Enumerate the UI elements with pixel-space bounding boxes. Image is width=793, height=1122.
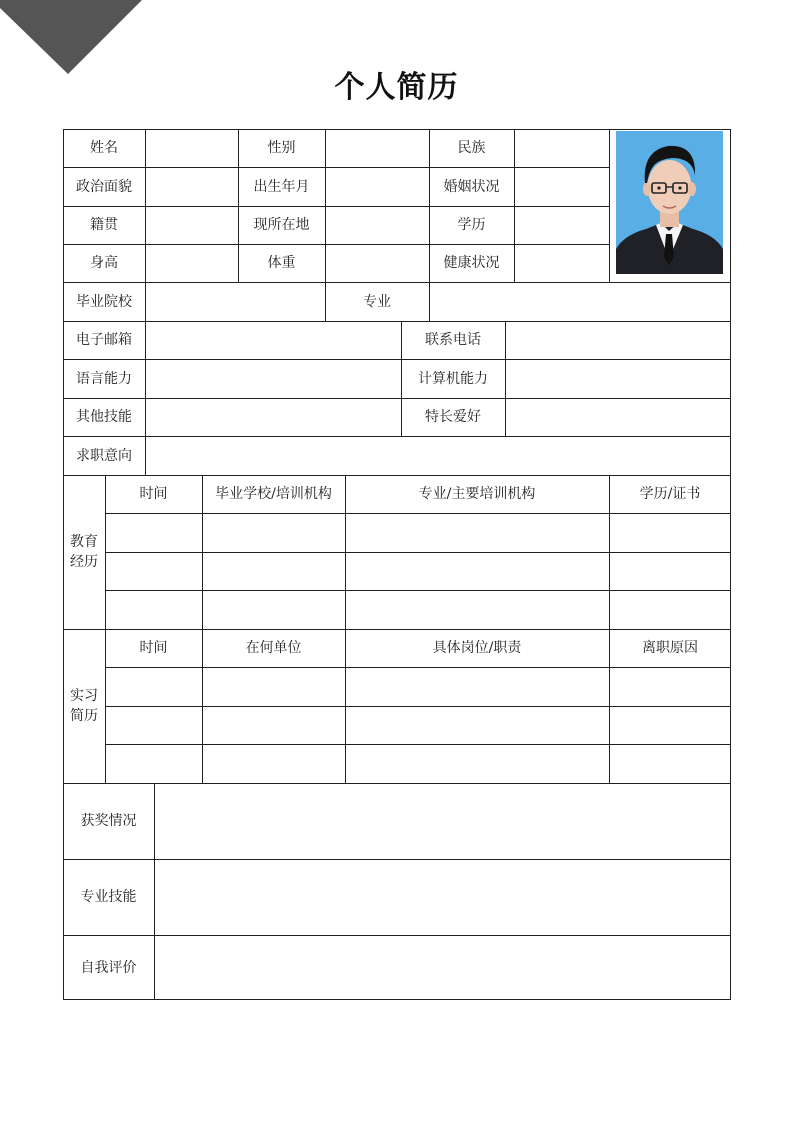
major-label: 专业 [363, 293, 391, 310]
awards-label: 获奖情况 [80, 813, 137, 829]
political-status-label: 政治面貌 [76, 178, 132, 195]
language-ability-label: 语言能力 [76, 370, 132, 387]
graduated-school-label: 毕业院校 [76, 293, 132, 310]
marital-status-label: 婚姻状况 [443, 178, 500, 195]
page-title: 个人简历 [334, 70, 459, 105]
internship-header-position: 具体岗位/职责 [432, 640, 522, 656]
native-place-label: 籍贯 [90, 217, 118, 233]
internship-section-label: 实习 简历 [70, 688, 98, 724]
internship-header-leave-reason: 离职原因 [642, 640, 698, 656]
health-label: 健康状况 [443, 255, 500, 271]
height-label: 身高 [90, 255, 118, 271]
gender-label: 性别 [267, 140, 296, 156]
job-intent-label: 求职意向 [76, 447, 132, 464]
residence-label: 现所在地 [253, 217, 310, 233]
phone-label: 联系电话 [425, 332, 481, 348]
internship-header-time: 时间 [139, 640, 168, 656]
weight-label: 体重 [267, 255, 296, 271]
education-header-time: 时间 [139, 486, 168, 502]
computer-ability-label: 计算机能力 [418, 370, 488, 387]
education-level-label: 学历 [457, 217, 486, 233]
name-label: 姓名 [90, 140, 118, 156]
education-header-school: 毕业学校/培训机构 [215, 486, 332, 502]
ethnicity-label: 民族 [457, 140, 486, 156]
internship-header-company: 在何单位 [245, 640, 302, 656]
profile-photo [616, 131, 723, 274]
education-header-degree: 学历/证书 [639, 486, 701, 502]
email-label: 电子邮箱 [76, 332, 132, 348]
education-header-major: 专业/主要培训机构 [418, 486, 536, 502]
professional-skills-label: 专业技能 [80, 889, 137, 905]
self-evaluation-label: 自我评价 [80, 959, 137, 976]
birth-date-label: 出生年月 [253, 178, 310, 195]
other-skills-label: 其他技能 [76, 409, 132, 425]
hobbies-label: 特长爱好 [425, 409, 481, 425]
education-section-label: 教育 经历 [70, 534, 98, 570]
